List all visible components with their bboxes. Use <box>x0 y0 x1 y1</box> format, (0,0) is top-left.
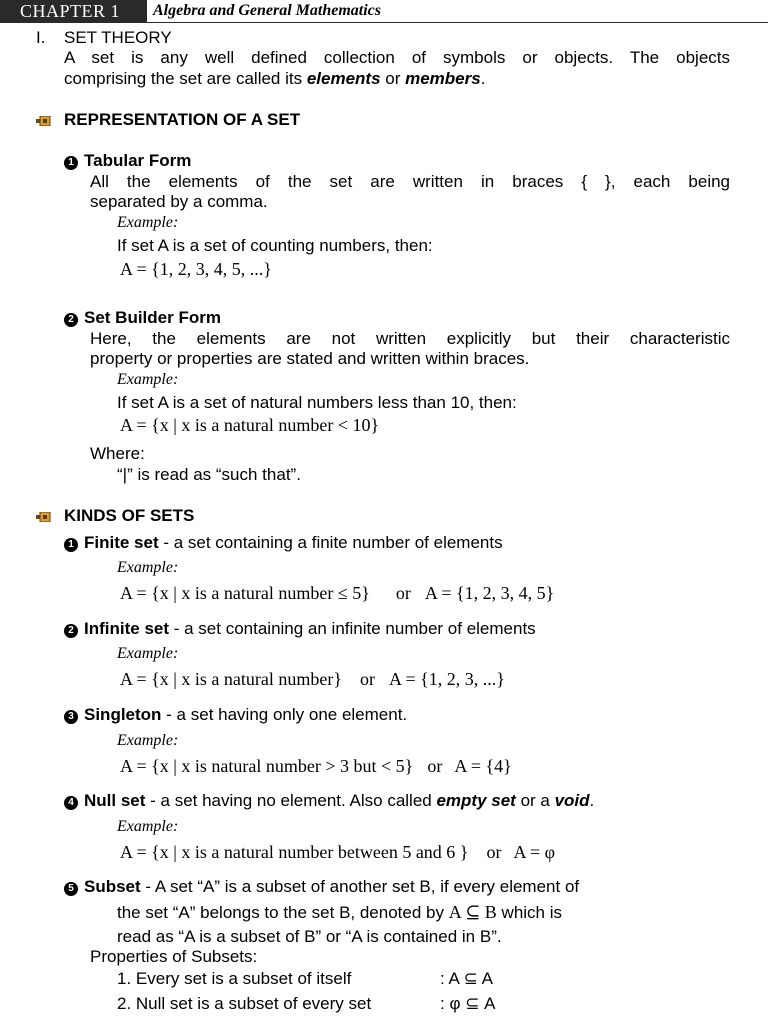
example-label: Example: <box>117 818 179 835</box>
header-title: Algebra and General Mathematics <box>153 2 382 19</box>
example-label: Example: <box>117 371 179 388</box>
finite-example-math: A = {x | x is a natural number ≤ 5} or A = {1, 2, 3, 4, 5} <box>120 583 555 603</box>
finite-set-line: 1 Finite set - a set containing a finite number of elements <box>64 533 503 553</box>
subset-line3: read as “A is a subset of B” or “A is contained in B”. <box>117 927 502 946</box>
kinds-heading: KINDS OF SETS <box>64 506 195 525</box>
tabular-form-title: 1 Tabular Form <box>64 151 191 171</box>
singleton-line: 3 Singleton - a set having only one element. <box>64 705 407 725</box>
term-members: members <box>405 69 481 88</box>
tabular-example-text: If set A is a set of counting numbers, then: <box>117 236 433 255</box>
builder-example-math: A = {x | x is a natural number < 10} <box>120 415 380 435</box>
infinite-example-math: A = {x | x is a natural number} or A = {1, 2, 3, ...} <box>120 669 505 689</box>
where-label: Where: <box>90 444 145 463</box>
example-label: Example: <box>117 559 179 576</box>
null-example-math: A = {x | x is a natural number between 5 and 6 } or A = φ <box>120 842 555 862</box>
section-numeral: I. <box>36 28 46 47</box>
representation-heading: REPRESENTATION OF A SET <box>64 110 301 129</box>
singleton-example-math: A = {x | x is natural number > 3 but < 5} or A = {4} <box>120 756 512 776</box>
null-set-line: 4 Null set - a set having no element. Also called empty set or a void. <box>64 791 594 811</box>
chapter-tab: CHAPTER 1 <box>0 0 147 22</box>
example-label: Example: <box>117 214 179 231</box>
subset-property-1: 1. Every set is a subset of itself : A ⊆ A <box>117 969 494 988</box>
subset-line1: 5 Subset - A set “A” is a subset of another set B, if every element of <box>64 877 579 897</box>
number-1-icon: 1 <box>64 538 78 552</box>
header-rule <box>0 22 768 23</box>
term-elements: elements <box>306 69 381 88</box>
section-bullet-icon <box>36 116 52 126</box>
builder-example-text: If set A is a set of natural numbers less than 10, then: <box>117 393 517 412</box>
set-theory-heading: SET THEORY <box>64 28 172 47</box>
builder-desc-line2: property or properties are stated and written within braces. <box>90 349 530 368</box>
number-3-icon: 3 <box>64 710 78 724</box>
set-definition-line1: A set is any well defined collection of symbols or objects. The objects <box>64 48 730 67</box>
number-1-icon: 1 <box>64 156 78 170</box>
section-bullet-icon <box>36 512 52 522</box>
example-label: Example: <box>117 732 179 749</box>
tabular-example-math: A = {1, 2, 3, 4, 5, ...} <box>120 259 272 279</box>
infinite-set-line: 2 Infinite set - a set containing an infinite number of elements <box>64 619 536 639</box>
tabular-desc-line2: separated by a comma. <box>90 192 268 211</box>
subset-properties-heading: Properties of Subsets: <box>90 947 258 966</box>
number-2-icon: 2 <box>64 624 78 638</box>
where-explanation: “|” is read as “such that”. <box>117 465 301 484</box>
subset-property-2: 2. Null set is a subset of every set : φ ⊆ A <box>117 994 496 1013</box>
subset-line2: the set “A” belongs to the set B, denoted by A ⊆ B which is <box>117 902 562 922</box>
number-2-icon: 2 <box>64 313 78 327</box>
set-builder-title: 2 Set Builder Form <box>64 308 221 328</box>
example-label: Example: <box>117 645 179 662</box>
number-5-icon: 5 <box>64 882 78 896</box>
number-4-icon: 4 <box>64 796 78 810</box>
tabular-desc-line1: All the elements of the set are written in braces { }, each being <box>90 172 730 191</box>
set-definition-line2: comprising the set are called its elements or members. <box>64 69 486 88</box>
builder-desc-line1: Here, the elements are not written explicitly but their characteristic <box>90 329 730 348</box>
